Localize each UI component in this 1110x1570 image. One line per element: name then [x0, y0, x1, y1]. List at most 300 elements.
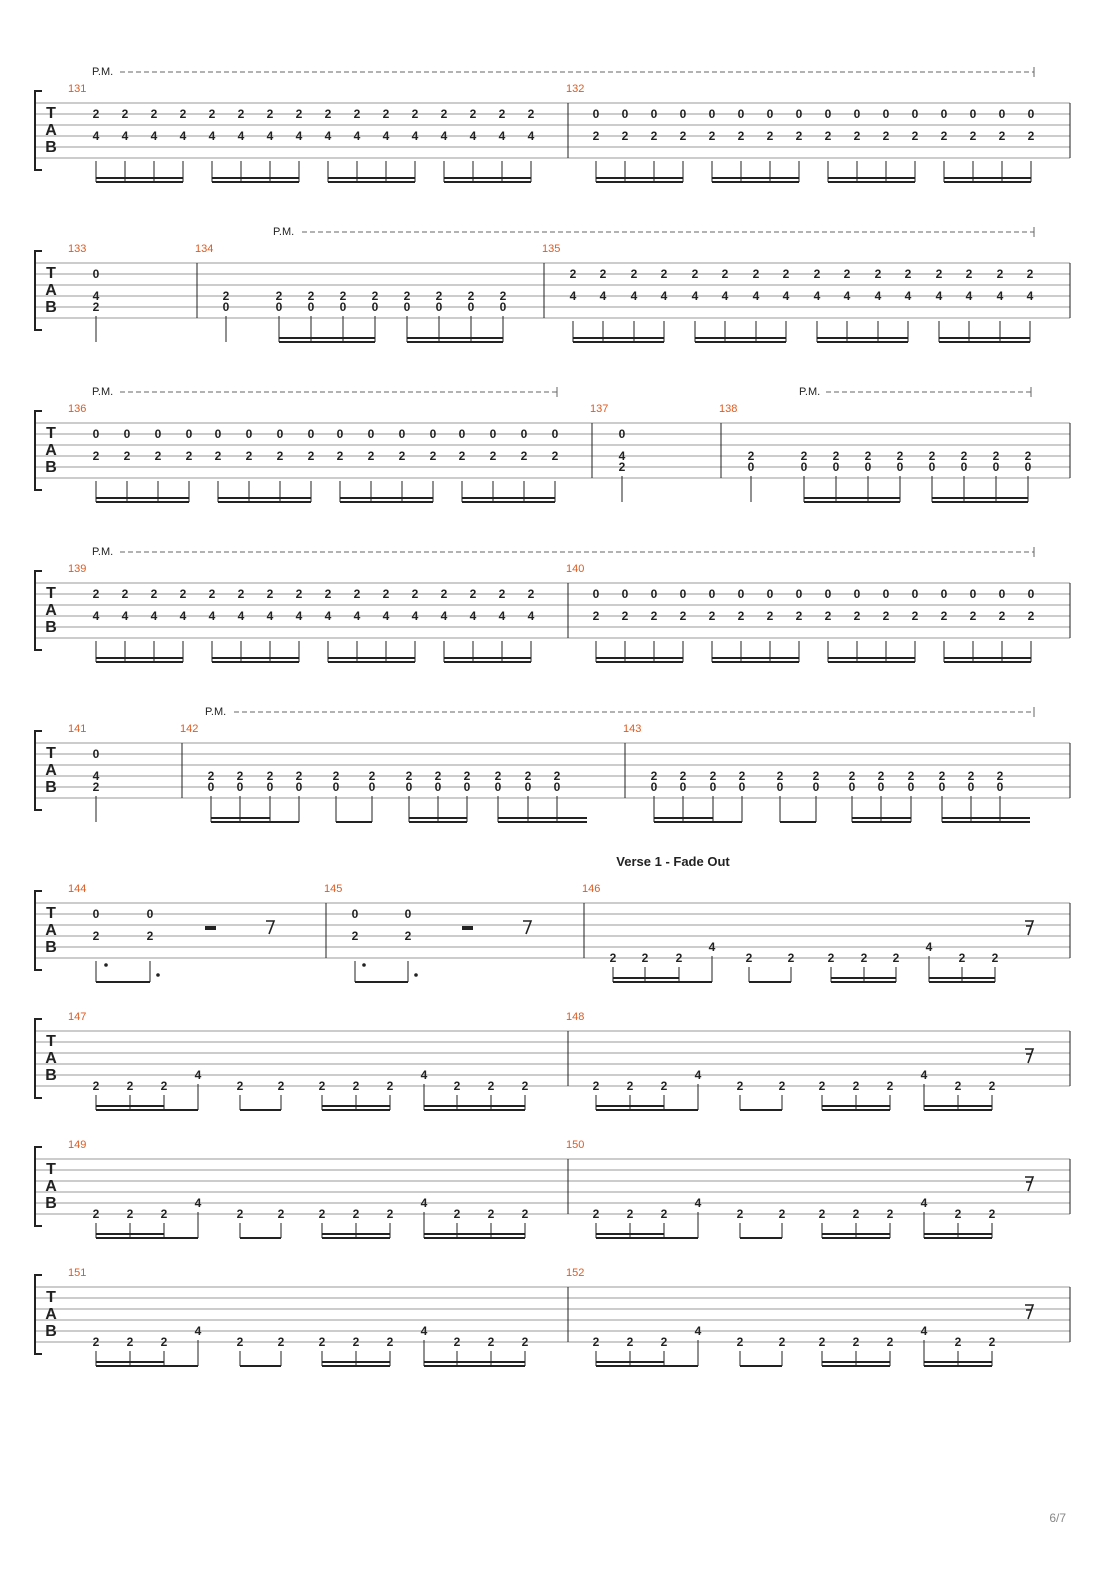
palm-mute-label: P.M.	[92, 66, 114, 78]
fret-number: 0	[800, 460, 808, 474]
fret-number: 4	[920, 1068, 928, 1082]
fret-number: 2	[276, 449, 284, 463]
fret-number: 2	[940, 609, 948, 623]
fret-number: 2	[126, 1335, 134, 1349]
fret-number: 2	[92, 780, 100, 794]
fret-number: 2	[998, 129, 1006, 143]
fret-number: 2	[800, 449, 808, 463]
fret-number: 2	[626, 1335, 634, 1349]
fret-number: 2	[527, 107, 535, 121]
palm-mute-label: P.M.	[273, 226, 295, 238]
fret-number: 2	[123, 449, 131, 463]
fret-number: 2	[660, 267, 668, 281]
tab-clef-a: A	[45, 122, 57, 139]
tab-clef-a: A	[45, 762, 57, 779]
fret-number: 2	[92, 1335, 100, 1349]
fret-number: 2	[179, 587, 187, 601]
tab-system	[35, 386, 1070, 502]
palm-mute-label: P.M.	[205, 706, 227, 718]
fret-number: 2	[778, 1207, 786, 1221]
measure-number: 133	[68, 243, 87, 255]
fret-number: 2	[886, 1207, 894, 1221]
fret-number: 2	[940, 129, 948, 143]
fret-number: 0	[737, 587, 745, 601]
fret-number: 2	[818, 1079, 826, 1093]
fret-number: 2	[824, 129, 832, 143]
fret-number: 2	[991, 951, 999, 965]
fret-number: 2	[832, 449, 840, 463]
fret-number: 4	[694, 1068, 702, 1082]
fret-number: 2	[988, 1335, 996, 1349]
fret-number: 2	[521, 1079, 529, 1093]
fret-number: 2	[766, 609, 774, 623]
fret-number: 0	[592, 107, 600, 121]
fret-number: 2	[386, 1335, 394, 1349]
fret-number: 4	[121, 609, 129, 623]
fret-number: 2	[527, 587, 535, 601]
fret-number: 2	[453, 1335, 461, 1349]
fret-number: 2	[853, 129, 861, 143]
fret-number: 0	[776, 780, 784, 794]
fret-number: 0	[824, 587, 832, 601]
fret-number: 2	[245, 449, 253, 463]
fret-number: 2	[237, 107, 245, 121]
fret-number: 2	[736, 1079, 744, 1093]
fret-number: 2	[752, 267, 760, 281]
fret-number: 2	[965, 267, 973, 281]
fret-number: 0	[621, 587, 629, 601]
fret-number: 4	[440, 129, 448, 143]
fret-number: 4	[996, 289, 1004, 303]
fret-number: 0	[853, 107, 861, 121]
fret-number: 2	[551, 449, 559, 463]
fret-number: 2	[998, 609, 1006, 623]
fret-number: 2	[954, 1079, 962, 1093]
fret-number: 2	[382, 107, 390, 121]
fret-number: 2	[92, 1079, 100, 1093]
fret-number: 0	[1027, 107, 1035, 121]
fret-number: 0	[998, 587, 1006, 601]
fret-number: 2	[324, 107, 332, 121]
fret-number: 2	[988, 1207, 996, 1221]
fret-number: 4	[411, 129, 419, 143]
fret-number: 0	[864, 460, 872, 474]
fret-number: 0	[207, 780, 215, 794]
fret-number: 2	[352, 1335, 360, 1349]
fret-number: 2	[487, 1335, 495, 1349]
fret-number: 2	[679, 769, 687, 783]
fret-number: 2	[236, 1335, 244, 1349]
fret-number: 0	[92, 267, 100, 281]
fret-number: 0	[92, 427, 100, 441]
fret-number: 4	[382, 129, 390, 143]
fret-number: 0	[969, 587, 977, 601]
fret-number: 0	[351, 907, 359, 921]
tab-clef-a: A	[45, 1178, 57, 1195]
fret-number: 4	[194, 1068, 202, 1082]
eighth-rest	[523, 921, 531, 934]
fret-number: 2	[307, 449, 315, 463]
fret-number: 2	[277, 1207, 285, 1221]
fret-number: 0	[853, 587, 861, 601]
section-label: Verse 1 - Fade Out	[616, 854, 730, 869]
fret-number: 2	[386, 1079, 394, 1093]
fret-number: 0	[1024, 460, 1032, 474]
fret-number: 2	[332, 769, 340, 783]
palm-mute-label: P.M.	[92, 546, 114, 558]
fret-number: 0	[766, 107, 774, 121]
fret-number: 0	[458, 427, 466, 441]
fret-number: 0	[404, 907, 412, 921]
fret-number: 2	[208, 587, 216, 601]
measure-number: 147	[68, 1011, 87, 1023]
fret-number: 2	[499, 289, 507, 303]
dot	[156, 973, 160, 977]
fret-number: 4	[469, 609, 477, 623]
fret-number: 2	[904, 267, 912, 281]
fret-number: 2	[778, 1079, 786, 1093]
fret-number: 0	[738, 780, 746, 794]
fret-number: 2	[852, 1079, 860, 1093]
fret-number: 0	[368, 780, 376, 794]
page-number: 6/7	[1049, 1511, 1066, 1525]
fret-number: 0	[92, 907, 100, 921]
fret-number: 4	[92, 289, 100, 303]
tab-clef-t: T	[46, 1033, 56, 1050]
fret-number: 2	[626, 1207, 634, 1221]
tab-clef-b: B	[45, 1323, 57, 1340]
fret-number: 0	[520, 427, 528, 441]
fret-number: 0	[524, 780, 532, 794]
sixteenth-rest	[1025, 1305, 1033, 1319]
half-rest	[462, 926, 473, 930]
fret-number: 4	[782, 289, 790, 303]
fret-number: 2	[367, 449, 375, 463]
fret-number: 2	[453, 1079, 461, 1093]
fret-number: 2	[236, 769, 244, 783]
fret-number: 0	[618, 427, 626, 441]
fret-number: 0	[92, 747, 100, 761]
fret-number: 0	[708, 107, 716, 121]
fret-number: 2	[487, 1079, 495, 1093]
fret-number: 2	[992, 449, 1000, 463]
fret-number: 2	[371, 289, 379, 303]
tab-system	[35, 546, 1070, 662]
fret-number: 4	[353, 609, 361, 623]
fret-number: 2	[405, 769, 413, 783]
fret-number: 2	[795, 609, 803, 623]
fret-number: 2	[521, 1207, 529, 1221]
fret-number: 4	[150, 129, 158, 143]
measure-number: 139	[68, 563, 87, 575]
fret-number: 0	[494, 780, 502, 794]
fret-number: 2	[295, 107, 303, 121]
fret-number: 4	[925, 940, 933, 954]
tab-clef-t: T	[46, 585, 56, 602]
fret-number: 2	[150, 587, 158, 601]
fret-number: 2	[650, 769, 658, 783]
tab-clef-t: T	[46, 1161, 56, 1178]
fret-number: 0	[650, 780, 658, 794]
fret-number: 2	[92, 587, 100, 601]
fret-number: 2	[650, 609, 658, 623]
fret-number: 2	[874, 267, 882, 281]
fret-number: 2	[938, 769, 946, 783]
sixteenth-rest	[1025, 1177, 1033, 1191]
fret-number: 0	[679, 107, 687, 121]
tab-clef-t: T	[46, 745, 56, 762]
tab-clef-t: T	[46, 265, 56, 282]
fret-number: 2	[398, 449, 406, 463]
fret-number: 2	[458, 449, 466, 463]
fret-number: 0	[146, 907, 154, 921]
measure-number: 137	[590, 403, 609, 415]
fret-number: 4	[694, 1196, 702, 1210]
fret-number: 4	[874, 289, 882, 303]
fret-number: 4	[694, 1324, 702, 1338]
fret-number: 2	[1026, 267, 1034, 281]
fret-number: 4	[752, 289, 760, 303]
fret-number: 0	[276, 427, 284, 441]
fret-number: 2	[795, 129, 803, 143]
fret-number: 2	[154, 449, 162, 463]
fret-number: 2	[352, 1079, 360, 1093]
fret-number: 2	[621, 609, 629, 623]
fret-number: 4	[121, 129, 129, 143]
fret-number: 2	[592, 1079, 600, 1093]
fret-number: 2	[960, 449, 968, 463]
fret-number: 2	[969, 129, 977, 143]
fret-number: 2	[778, 1335, 786, 1349]
fret-number: 2	[650, 129, 658, 143]
fret-number: 0	[679, 587, 687, 601]
fret-number: 2	[848, 769, 856, 783]
fret-number: 2	[146, 929, 154, 943]
fret-number: 4	[92, 609, 100, 623]
fret-number: 2	[150, 107, 158, 121]
fret-number: 0	[824, 107, 832, 121]
fret-number: 2	[860, 951, 868, 965]
fret-number: 2	[660, 1207, 668, 1221]
fret-number: 2	[429, 449, 437, 463]
fret-number: 0	[747, 460, 755, 474]
fret-number: 0	[882, 107, 890, 121]
measure-number: 152	[566, 1267, 585, 1279]
fret-number: 0	[429, 427, 437, 441]
fret-number: 2	[353, 587, 361, 601]
fret-number: 4	[660, 289, 668, 303]
fret-number: 2	[435, 289, 443, 303]
fret-number: 4	[498, 129, 506, 143]
fret-number: 2	[295, 769, 303, 783]
fret-number: 2	[236, 1079, 244, 1093]
fret-number: 2	[967, 769, 975, 783]
fret-number: 0	[877, 780, 885, 794]
fret-number: 2	[618, 460, 626, 474]
fret-number: 4	[527, 129, 535, 143]
palm-mute-label: P.M.	[92, 386, 114, 398]
fret-number: 2	[996, 267, 1004, 281]
fret-number: 2	[411, 587, 419, 601]
fret-number: 0	[367, 427, 375, 441]
fret-number: 2	[160, 1079, 168, 1093]
fret-number: 4	[295, 129, 303, 143]
fret-number: 0	[499, 300, 507, 314]
fret-number: 4	[599, 289, 607, 303]
fret-number: 0	[848, 780, 856, 794]
fret-number: 0	[795, 587, 803, 601]
measure-number: 131	[68, 83, 87, 95]
tab-clef-a: A	[45, 602, 57, 619]
fret-number: 2	[92, 449, 100, 463]
measure-number: 136	[68, 403, 87, 415]
fret-number: 0	[832, 460, 840, 474]
fret-number: 2	[996, 769, 1004, 783]
fret-number: 4	[295, 609, 303, 623]
fret-number: 2	[524, 769, 532, 783]
fret-number: 2	[469, 587, 477, 601]
fret-number: 0	[940, 587, 948, 601]
fret-number: 2	[843, 267, 851, 281]
fret-number: 2	[660, 1079, 668, 1093]
measure-number: 134	[195, 243, 214, 255]
fret-number: 2	[208, 107, 216, 121]
fret-number: 0	[154, 427, 162, 441]
fret-number: 2	[467, 289, 475, 303]
fret-number: 0	[185, 427, 193, 441]
fret-number: 2	[353, 107, 361, 121]
fret-number: 2	[339, 289, 347, 303]
fret-number: 2	[776, 769, 784, 783]
tab-clef-b: B	[45, 939, 57, 956]
fret-number: 0	[967, 780, 975, 794]
tab-clef-t: T	[46, 1289, 56, 1306]
fret-number: 2	[336, 449, 344, 463]
fret-number: 4	[208, 609, 216, 623]
fret-number: 4	[935, 289, 943, 303]
fret-number: 2	[708, 609, 716, 623]
fret-number: 2	[498, 107, 506, 121]
fret-number: 4	[498, 609, 506, 623]
measure-number: 141	[68, 723, 87, 735]
fret-number: 4	[630, 289, 638, 303]
fret-number: 4	[569, 289, 577, 303]
tab-clef-a: A	[45, 1306, 57, 1323]
fret-number: 0	[398, 427, 406, 441]
fret-number: 2	[882, 609, 890, 623]
fret-number: 2	[386, 1207, 394, 1221]
fret-number: 2	[521, 1335, 529, 1349]
fret-number: 2	[92, 1207, 100, 1221]
fret-number: 2	[679, 609, 687, 623]
fret-number: 2	[1024, 449, 1032, 463]
fret-number: 2	[295, 587, 303, 601]
fret-number: 4	[965, 289, 973, 303]
fret-number: 2	[368, 769, 376, 783]
fret-number: 4	[266, 129, 274, 143]
fret-number: 2	[592, 129, 600, 143]
fret-number: 4	[179, 129, 187, 143]
fret-number: 2	[988, 1079, 996, 1093]
fret-number: 0	[960, 460, 968, 474]
fret-number: 2	[237, 587, 245, 601]
tab-clef-b: B	[45, 459, 57, 476]
fret-number: 2	[630, 267, 638, 281]
fret-number: 2	[318, 1207, 326, 1221]
fret-number: 2	[852, 1335, 860, 1349]
fret-number: 4	[208, 129, 216, 143]
fret-number: 4	[420, 1324, 428, 1338]
fret-number: 0	[992, 460, 1000, 474]
fret-number: 4	[691, 289, 699, 303]
fret-number: 0	[336, 427, 344, 441]
fret-number: 0	[307, 300, 315, 314]
fret-number: 2	[121, 107, 129, 121]
fret-number: 0	[969, 107, 977, 121]
fret-number: 2	[626, 1079, 634, 1093]
fret-number: 0	[245, 427, 253, 441]
measure-number: 145	[324, 883, 343, 895]
measure-number: 150	[566, 1139, 585, 1151]
fret-number: 0	[371, 300, 379, 314]
fret-number: 2	[307, 289, 315, 303]
fret-number: 2	[266, 107, 274, 121]
fret-number: 4	[904, 289, 912, 303]
fret-number: 2	[411, 107, 419, 121]
fret-number: 2	[592, 1207, 600, 1221]
fret-number: 2	[592, 1335, 600, 1349]
sixteenth-rest	[1025, 1049, 1033, 1063]
fret-number: 2	[969, 609, 977, 623]
fret-number: 2	[721, 267, 729, 281]
fret-number: 2	[434, 769, 442, 783]
fret-number: 0	[489, 427, 497, 441]
fret-number: 4	[708, 940, 716, 954]
fret-number: 2	[747, 449, 755, 463]
fret-number: 0	[1027, 587, 1035, 601]
fret-number: 2	[1027, 129, 1035, 143]
fret-number: 2	[886, 1079, 894, 1093]
fret-number: 2	[954, 1335, 962, 1349]
fret-number: 4	[92, 769, 100, 783]
fret-number: 2	[92, 107, 100, 121]
tab-system	[35, 226, 1070, 342]
fret-number: 4	[92, 129, 100, 143]
fret-number: 2	[277, 1335, 285, 1349]
fret-number: 0	[307, 427, 315, 441]
fret-number: 4	[920, 1196, 928, 1210]
fret-number: 0	[938, 780, 946, 794]
measure-number: 142	[180, 723, 199, 735]
fret-number: 2	[569, 267, 577, 281]
fret-number: 2	[954, 1207, 962, 1221]
fret-number: 2	[236, 1207, 244, 1221]
fret-number: 0	[339, 300, 347, 314]
fret-number: 2	[487, 1207, 495, 1221]
fret-number: 2	[907, 769, 915, 783]
fret-number: 2	[318, 1079, 326, 1093]
fret-number: 2	[592, 609, 600, 623]
fret-number: 4	[440, 609, 448, 623]
fret-number: 0	[435, 300, 443, 314]
fret-number: 2	[160, 1335, 168, 1349]
fret-number: 0	[795, 107, 803, 121]
fret-number: 0	[928, 460, 936, 474]
fret-number: 2	[489, 449, 497, 463]
fret-number: 0	[434, 780, 442, 794]
fret-number: 2	[928, 449, 936, 463]
fret-number: 2	[440, 107, 448, 121]
